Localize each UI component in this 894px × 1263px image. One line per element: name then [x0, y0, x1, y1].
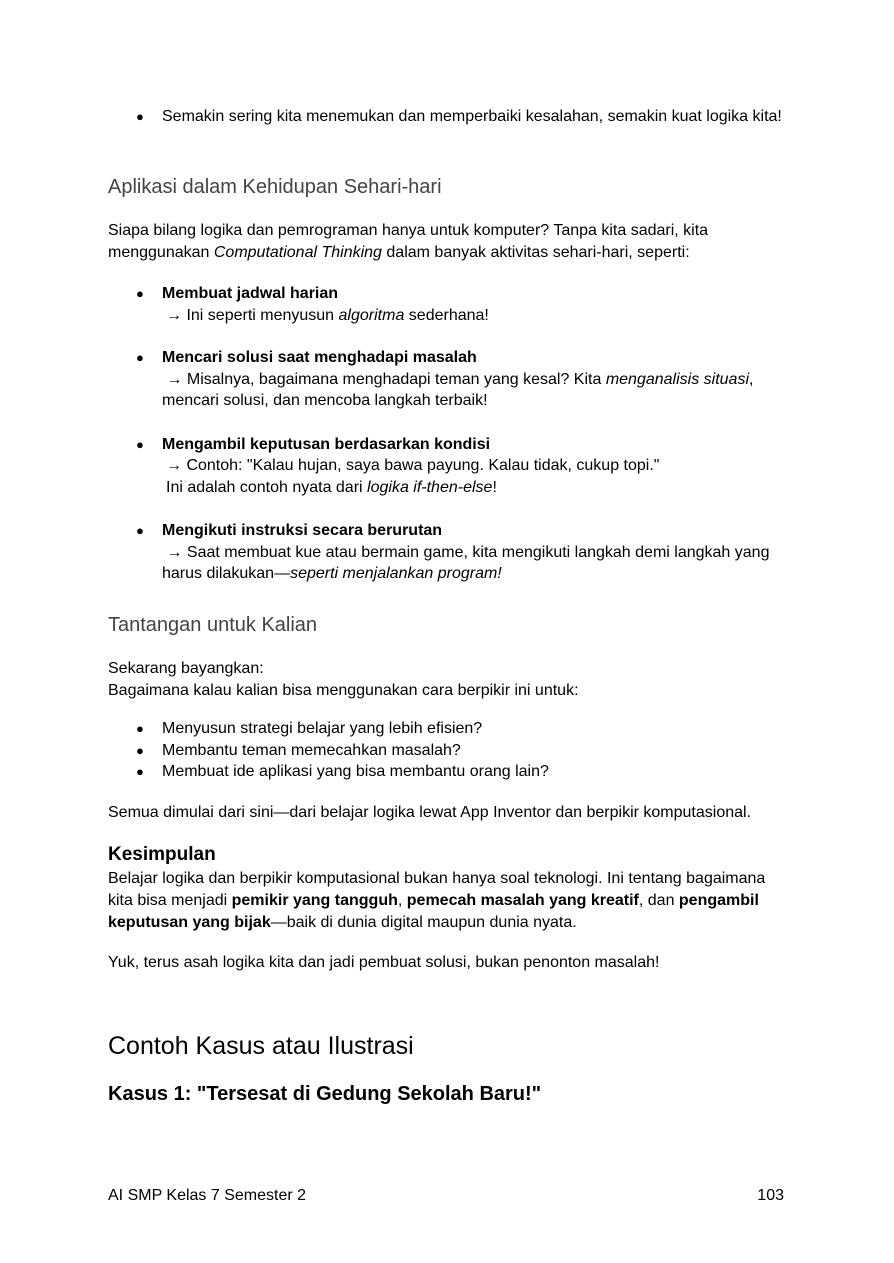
section-heading-tantangan: Tantangan untuk Kalian — [108, 614, 318, 636]
tantangan-intro: Sekarang bayangkan: Bagaimana kalau kalian bisa menggunakan cara berpikir ini untuk: — [108, 660, 579, 699]
list-item: ● Mencari solusi saat menghadapi masalah → Misalnya, bagaimana menghadapi teman yang kesal? Kita menganalisis situasi, mencari solusi, dan mencoba langkah terbaik! — [136, 347, 786, 412]
tantangan-closing: Semua dimulai dari sini—dari belajar logika lewat App Inventor dan berpikir komputasional. — [108, 804, 752, 821]
footer-page-number: 103 — [757, 1187, 784, 1204]
intro-bullet-list — [136, 106, 796, 128]
list-item: ● Menyusun strategi belajar yang lebih efisien? — [136, 718, 796, 740]
list-item: ● Membantu teman memecahkan masalah? — [136, 740, 796, 762]
list-item: ● Membuat jadwal harian → Ini seperti menyusun algoritma sederhana! — [136, 283, 786, 326]
list-item: ● Mengikuti instruksi secara berurutan → Saat membuat kue atau bermain game, kita mengikuti langkah demi langkah yang harus dilakukan—seperti menjalankan program! — [136, 520, 786, 585]
kesimpulan-paragraph: Belajar logika dan berpikir komputasional bukan hanya soal teknologi. Ini tentang bagaimana kita bisa menjadi pemikir yang tangguh, pemecah masalah yang kreatif, dan pengambil keputusan yang bijak—baik di dunia digital maupun dunia nyata. — [108, 870, 766, 931]
list-item: ● Mengambil keputusan berdasarkan kondisi → Contoh: "Kalau hujan, saya bawa payung. Kalau tidak, cukup topi." Ini adalah contoh nyata dari logika if-then-else! — [136, 434, 786, 499]
aplikasi-intro-paragraph: Siapa bilang logika dan pemrograman hanya untuk komputer? Tanpa kita sadari, kita menggunakan Computational Thinking dalam banyak aktivitas sehari-hari, seperti: — [108, 222, 709, 261]
footer-book-title: AI SMP Kelas 7 Semester 2 — [108, 1187, 307, 1204]
case-subheading: Kasus 1: "Tersesat di Gedung Sekolah Baru!" — [108, 1083, 542, 1105]
list-item: ● Semakin sering kita menemukan dan memperbaiki kesalahan, semakin kuat logika kita! — [136, 106, 796, 128]
list-item: ● Membuat ide aplikasi yang bisa membantu orang lain? — [136, 761, 796, 783]
kesimpulan-closing: Yuk, terus asah logika kita dan jadi pembuat solusi, bukan penonton masalah! — [108, 954, 660, 971]
section-heading-kesimpulan: Kesimpulan — [108, 844, 216, 865]
section-heading-contoh: Contoh Kasus atau Ilustrasi — [108, 1032, 414, 1060]
aplikasi-list — [136, 283, 786, 585]
tantangan-list — [136, 718, 796, 783]
section-heading-aplikasi: Aplikasi dalam Kehidupan Sehari-hari — [108, 176, 442, 198]
